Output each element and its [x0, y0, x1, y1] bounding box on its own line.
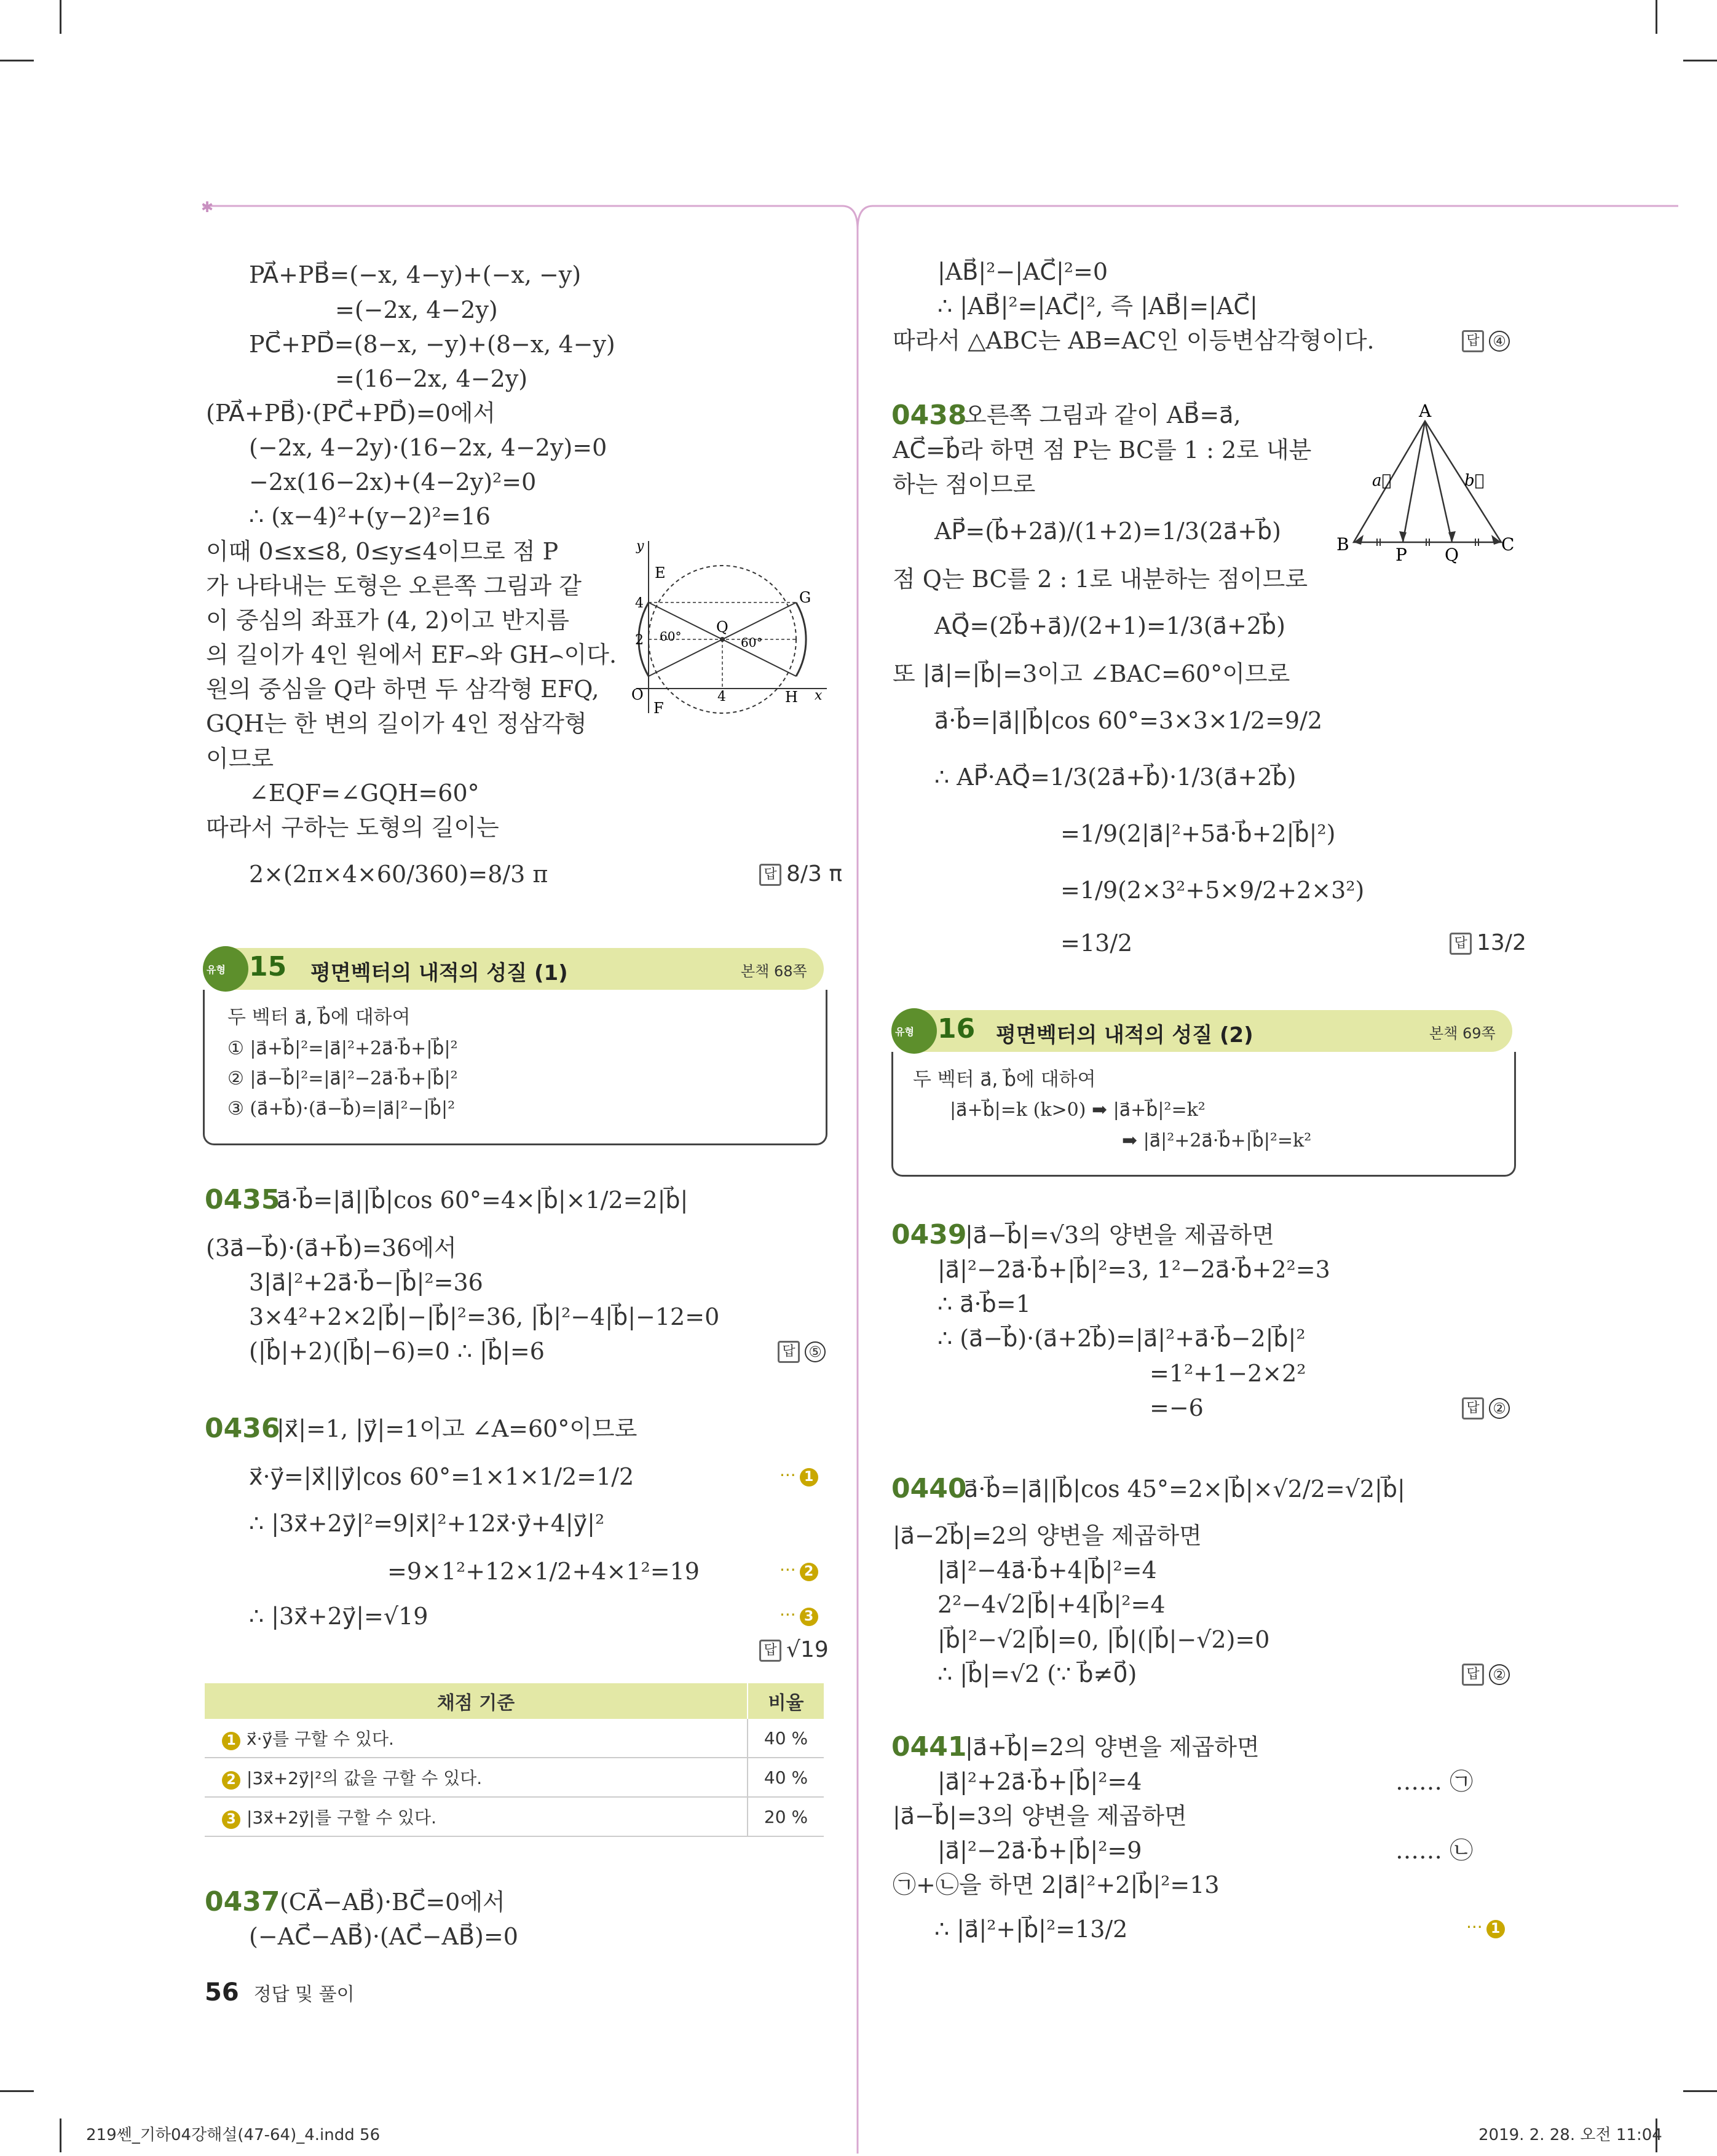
crop-mark	[60, 2118, 61, 2152]
solution-line: =13/2	[1060, 930, 1133, 957]
problem-number-0435: 0435	[205, 1184, 280, 1215]
summary-line: ① |a⃗+b⃗|²=|a⃗|²+2a⃗·b⃗+|b⃗|²	[227, 1038, 458, 1059]
file-info: 219쎈_기하04강해설(47-64)_4.indd 56	[86, 2126, 381, 2144]
step-marker-2: ··· 2	[780, 1560, 818, 1581]
type-number-15: 15	[249, 951, 287, 982]
solution-line: ∴ a⃗·b⃗=1	[937, 1290, 1031, 1317]
tick-label: 2	[635, 633, 644, 648]
crop-mark	[1683, 60, 1717, 61]
point-label: H	[785, 689, 798, 706]
solution-line: (−AC⃗−AB⃗)·(AC⃗−AB⃗)=0	[249, 1923, 518, 1950]
axis-label: y	[636, 539, 644, 554]
summary-line: ➡ |a⃗|²+2a⃗·b⃗+|b⃗|²=k²	[1122, 1130, 1312, 1151]
type-badge-15: 유형	[203, 946, 248, 992]
solution-line: ∴ |3x⃗+2y⃗|²=9|x⃗|²+12x⃗·y⃗+4|y⃗|²	[249, 1510, 605, 1537]
answer-0439: 답 ②	[1462, 1394, 1510, 1421]
crop-mark	[60, 0, 61, 34]
solution-line: 3×4²+2×2|b⃗|−|b⃗|²=36, |b⃗|²−4|b⃗|−12=0	[249, 1303, 720, 1330]
type-ref-16: 본책 69쪽	[1429, 1025, 1496, 1042]
solution-line: GQH는 한 변의 길이가 4인 정삼각형	[206, 710, 587, 737]
vertex-label: P	[1395, 545, 1407, 565]
solution-line: 2²−4√2|b⃗|+4|b⃗|²=4	[937, 1591, 1166, 1618]
solution-line: a⃗·b⃗=|a⃗||b⃗|cos 60°=3×3×1/2=9/2	[934, 707, 1323, 734]
circle-graph	[624, 535, 833, 732]
solution-line: =1/9(2|a⃗|²+5a⃗·b⃗+2|b⃗|²)	[1060, 820, 1336, 847]
crop-mark	[1683, 2090, 1717, 2092]
answer-0437: 답 ④	[1462, 327, 1510, 353]
solution-line: 가 나타내는 도형은 오른쪽 그림과 같	[206, 572, 582, 599]
answer-mark-icon: 답	[1462, 330, 1484, 352]
answer-mark-icon: 답	[1462, 1397, 1484, 1420]
answer-0438: 답 13/2	[1450, 930, 1526, 956]
answer-0440: 답 ②	[1462, 1660, 1510, 1687]
solution-line: =1/9(2×3²+5×9/2+2×3²)	[1060, 877, 1365, 904]
crop-mark	[1656, 0, 1657, 34]
svg-text:✱: ✱	[201, 199, 214, 216]
vector-label: a⃗	[1372, 472, 1392, 490]
step-marker-1: ··· 1	[780, 1465, 818, 1487]
solution-line: ∴ (x−4)²+(y−2)²=16	[249, 503, 491, 530]
solution-line: (3a⃗−b⃗)·(a⃗+b⃗)=36에서	[206, 1234, 457, 1262]
solution-line: (PA⃗+PB⃗)·(PC⃗+PD⃗)=0에서	[206, 400, 496, 427]
solution-line: 또 |a⃗|=|b⃗|=3이고 ∠BAC=60°이므로	[893, 660, 1290, 687]
vertex-label: A	[1419, 401, 1432, 421]
vertex-label: Q	[1445, 545, 1459, 565]
print-date: 2019. 2. 28. 오전 11:04	[1478, 2126, 1662, 2144]
solution-line: 3|a⃗|²+2a⃗·b⃗−|b⃗|²=36	[249, 1269, 483, 1296]
solution-line: PC⃗+PD⃗=(8−x, −y)+(8−x, 4−y)	[249, 331, 615, 358]
point-label: O	[631, 686, 644, 703]
answer-mark-icon: 답	[759, 1640, 781, 1662]
solution-line: (|b⃗|+2)(|b⃗|−6)=0 ∴ |b⃗|=6	[249, 1338, 545, 1365]
angle-label: 60°	[660, 629, 682, 644]
page-label: 정답 및 풀이	[253, 1984, 355, 2005]
solution-line: 원의 중심을 Q라 하면 두 삼각형 EFQ,	[206, 676, 599, 703]
problem-number-0440: 0440	[891, 1473, 967, 1504]
solution-line: =(16−2x, 4−2y)	[335, 365, 528, 392]
solution-line: |AB⃗|²−|AC⃗|²=0	[937, 258, 1108, 285]
solution-line: x⃗·y⃗=|x⃗||y⃗|cos 60°=1×1×1/2=1/2	[249, 1463, 634, 1490]
solution-line: =9×1²+12×1/2+4×1²=19	[387, 1558, 700, 1585]
type-title-15: 평면벡터의 내적의 성질 (1)	[310, 961, 568, 985]
summary-line: ③ (a⃗+b⃗)·(a⃗−b⃗)=|a⃗|²−|b⃗|²	[227, 1098, 456, 1119]
solution-line: ㉠+㉡을 하면 2|a⃗|²+2|b⃗|²=13	[893, 1871, 1220, 1898]
solution-line: ∴ AP⃗·AQ⃗=1/3(2a⃗+b⃗)·1/3(a⃗+2b⃗)	[934, 764, 1297, 791]
solution-line: =(−2x, 4−2y)	[335, 296, 498, 323]
summary-line: 두 벡터 a⃗, b⃗에 대하여	[227, 1006, 411, 1029]
solution-line: 하는 점이므로	[893, 471, 1036, 498]
solution-line: |x⃗|=1, |y⃗|=1이고 ∠A=60°이므로	[277, 1415, 637, 1442]
criteria-header: 채점 기준	[205, 1683, 748, 1719]
solution-line: AP⃗=(b⃗+2a⃗)/(1+2)=1/3(2a⃗+b⃗)	[934, 518, 1281, 545]
solution-line: |a⃗−b⃗|=3의 양변을 제곱하면	[893, 1803, 1187, 1830]
vertex-label: C	[1501, 534, 1515, 555]
solution-line: |b⃗|²−√2|b⃗|=0, |b⃗|(|b⃗|−√2)=0	[937, 1626, 1270, 1653]
solution-line: 따라서 △ABC는 AB=AC인 이등변삼각형이다.	[893, 327, 1375, 354]
answer-0436: 답 √19	[759, 1637, 829, 1663]
solution-line: a⃗·b⃗=|a⃗||b⃗|cos 45°=2×|b⃗|×√2/2=√2|b⃗|	[964, 1475, 1405, 1502]
tick-label: 4	[635, 596, 644, 611]
equation-tag: …… ㉠	[1395, 1768, 1474, 1795]
solution-line: AQ⃗=(2b⃗+a⃗)/(2+1)=1/3(a⃗+2b⃗)	[934, 612, 1285, 639]
point-label: E	[655, 564, 666, 582]
summary-line: |a⃗+b⃗|=k (k>0) ➡ |a⃗+b⃗|²=k²	[950, 1099, 1206, 1121]
answer-mark-icon: 답	[778, 1341, 800, 1363]
solution-line: PA⃗+PB⃗=(−x, 4−y)+(−x, −y)	[249, 261, 582, 288]
answer-0435: 답 ⑤	[778, 1338, 826, 1364]
solution-line: 이때 0≤x≤8, 0≤y≤4이므로 점 P	[206, 538, 559, 565]
problem-number-0439: 0439	[891, 1219, 967, 1250]
answer-mark-icon: 답	[1450, 933, 1472, 955]
problem-number-0438: 0438	[891, 400, 967, 431]
step-marker-1: ··· 1	[1466, 1917, 1505, 1938]
grading-criteria-table	[205, 1683, 824, 1837]
solution-line: −2x(16−2x)+(4−2y)²=0	[249, 468, 537, 496]
vertex-label: B	[1336, 534, 1349, 555]
solution-line: |a⃗|²−2a⃗·b⃗+|b⃗|²=9	[937, 1837, 1142, 1864]
point-label: F	[653, 700, 664, 717]
solution-line: |a⃗|²+2a⃗·b⃗+|b⃗|²=4	[937, 1768, 1142, 1795]
ratio-header: 비율	[748, 1683, 824, 1719]
problem-number-0437: 0437	[205, 1886, 280, 1917]
solution-line: ∴ |a⃗|²+|b⃗|²=13/2	[934, 1916, 1128, 1943]
equation-tag: …… ㉡	[1395, 1837, 1474, 1864]
summary-line: ② |a⃗−b⃗|²=|a⃗|²−2a⃗·b⃗+|b⃗|²	[227, 1068, 458, 1089]
triangle-diagram	[1334, 400, 1515, 566]
solution-line: |a⃗+b⃗|=2의 양변을 제곱하면	[965, 1734, 1260, 1761]
solution-line: =1²+1−2×2²	[1150, 1360, 1306, 1387]
solution-line: a⃗·b⃗=|a⃗||b⃗|cos 60°=4×|b⃗|×1/2=2|b⃗|	[277, 1187, 689, 1214]
solution-line: 오른쪽 그림과 같이 AB⃗=a⃗,	[964, 401, 1241, 428]
solution-line: ∴ |b⃗|=√2 (∵ b⃗≠0⃗)	[937, 1660, 1137, 1688]
solution-line: |a⃗−b⃗|=√3의 양변을 제곱하면	[965, 1222, 1274, 1249]
solution-line: ∴ (a⃗−b⃗)·(a⃗+2b⃗)=|a⃗|²+a⃗·b⃗−2|b⃗|²	[937, 1325, 1306, 1352]
type-title-16: 평면벡터의 내적의 성질 (2)	[996, 1023, 1253, 1048]
solution-line: AC⃗=b⃗라 하면 점 P는 BC를 1 : 2로 내분	[893, 436, 1312, 464]
type-number-16: 16	[937, 1013, 976, 1044]
solution-line: |a⃗|²−4a⃗·b⃗+4|b⃗|²=4	[937, 1557, 1157, 1584]
solution-line: ∴ |3x⃗+2y⃗|=√19	[249, 1603, 428, 1630]
angle-label: 60°	[741, 635, 763, 650]
solution-line: =−6	[1150, 1394, 1204, 1421]
table-row: 3 |3x⃗+2y⃗|를 구할 수 있다. 20 %	[205, 1797, 824, 1836]
solution-line: |a⃗−2b⃗|=2의 양변을 제곱하면	[893, 1522, 1202, 1549]
point-label: Q	[716, 618, 728, 636]
problem-number-0436: 0436	[205, 1413, 280, 1444]
point-label: G	[799, 589, 811, 606]
solution-line: 점 Q는 BC를 2 : 1로 내분하는 점이므로	[893, 566, 1308, 593]
summary-line: 두 벡터 a⃗, b⃗에 대하여	[913, 1068, 1096, 1091]
solution-line: 이므로	[206, 745, 274, 772]
page-number: 56 정답 및 풀이	[205, 1978, 355, 2007]
solution-line: ∠EQF=∠GQH=60°	[249, 780, 480, 807]
problem-number-0441: 0441	[891, 1731, 967, 1763]
type-badge-16: 유형	[891, 1008, 937, 1054]
tick-label: 4	[717, 689, 726, 705]
solution-line: ∴ |AB⃗|²=|AC⃗|², 즉 |AB⃗|=|AC⃗|	[937, 293, 1258, 320]
solution-line: (CA⃗−AB⃗)·BC⃗=0에서	[280, 1889, 505, 1916]
answer-0434: 답 8/3 π	[759, 861, 842, 887]
solution-line: 의 길이가 4인 원에서 EF⌢와 GH⌢이다.	[206, 641, 617, 668]
step-marker-3: ··· 3	[780, 1605, 818, 1626]
solution-line: |a⃗|²−2a⃗·b⃗+|b⃗|²=3, 1²−2a⃗·b⃗+2²=3	[937, 1256, 1330, 1283]
type-ref-15: 본책 68쪽	[741, 963, 807, 980]
crop-mark	[0, 2090, 34, 2092]
solution-line: 따라서 구하는 도형의 길이는	[206, 814, 499, 841]
axis-label: x	[815, 688, 823, 703]
table-row: 1 x⃗·y⃗를 구할 수 있다. 40 %	[205, 1719, 824, 1758]
answer-mark-icon: 답	[1462, 1664, 1484, 1686]
answer-mark-icon: 답	[759, 864, 781, 886]
table-row: 2 |3x⃗+2y⃗|²의 값을 구할 수 있다. 40 %	[205, 1758, 824, 1797]
solution-line: 2×(2π×4×60/360)=8/3 π	[249, 861, 548, 888]
solution-line: 이 중심의 좌표가 (4, 2)이고 반지름	[206, 607, 569, 634]
crop-mark	[0, 60, 34, 61]
vector-label: b⃗	[1464, 472, 1485, 490]
solution-line: (−2x, 4−2y)·(16−2x, 4−2y)=0	[249, 434, 607, 461]
